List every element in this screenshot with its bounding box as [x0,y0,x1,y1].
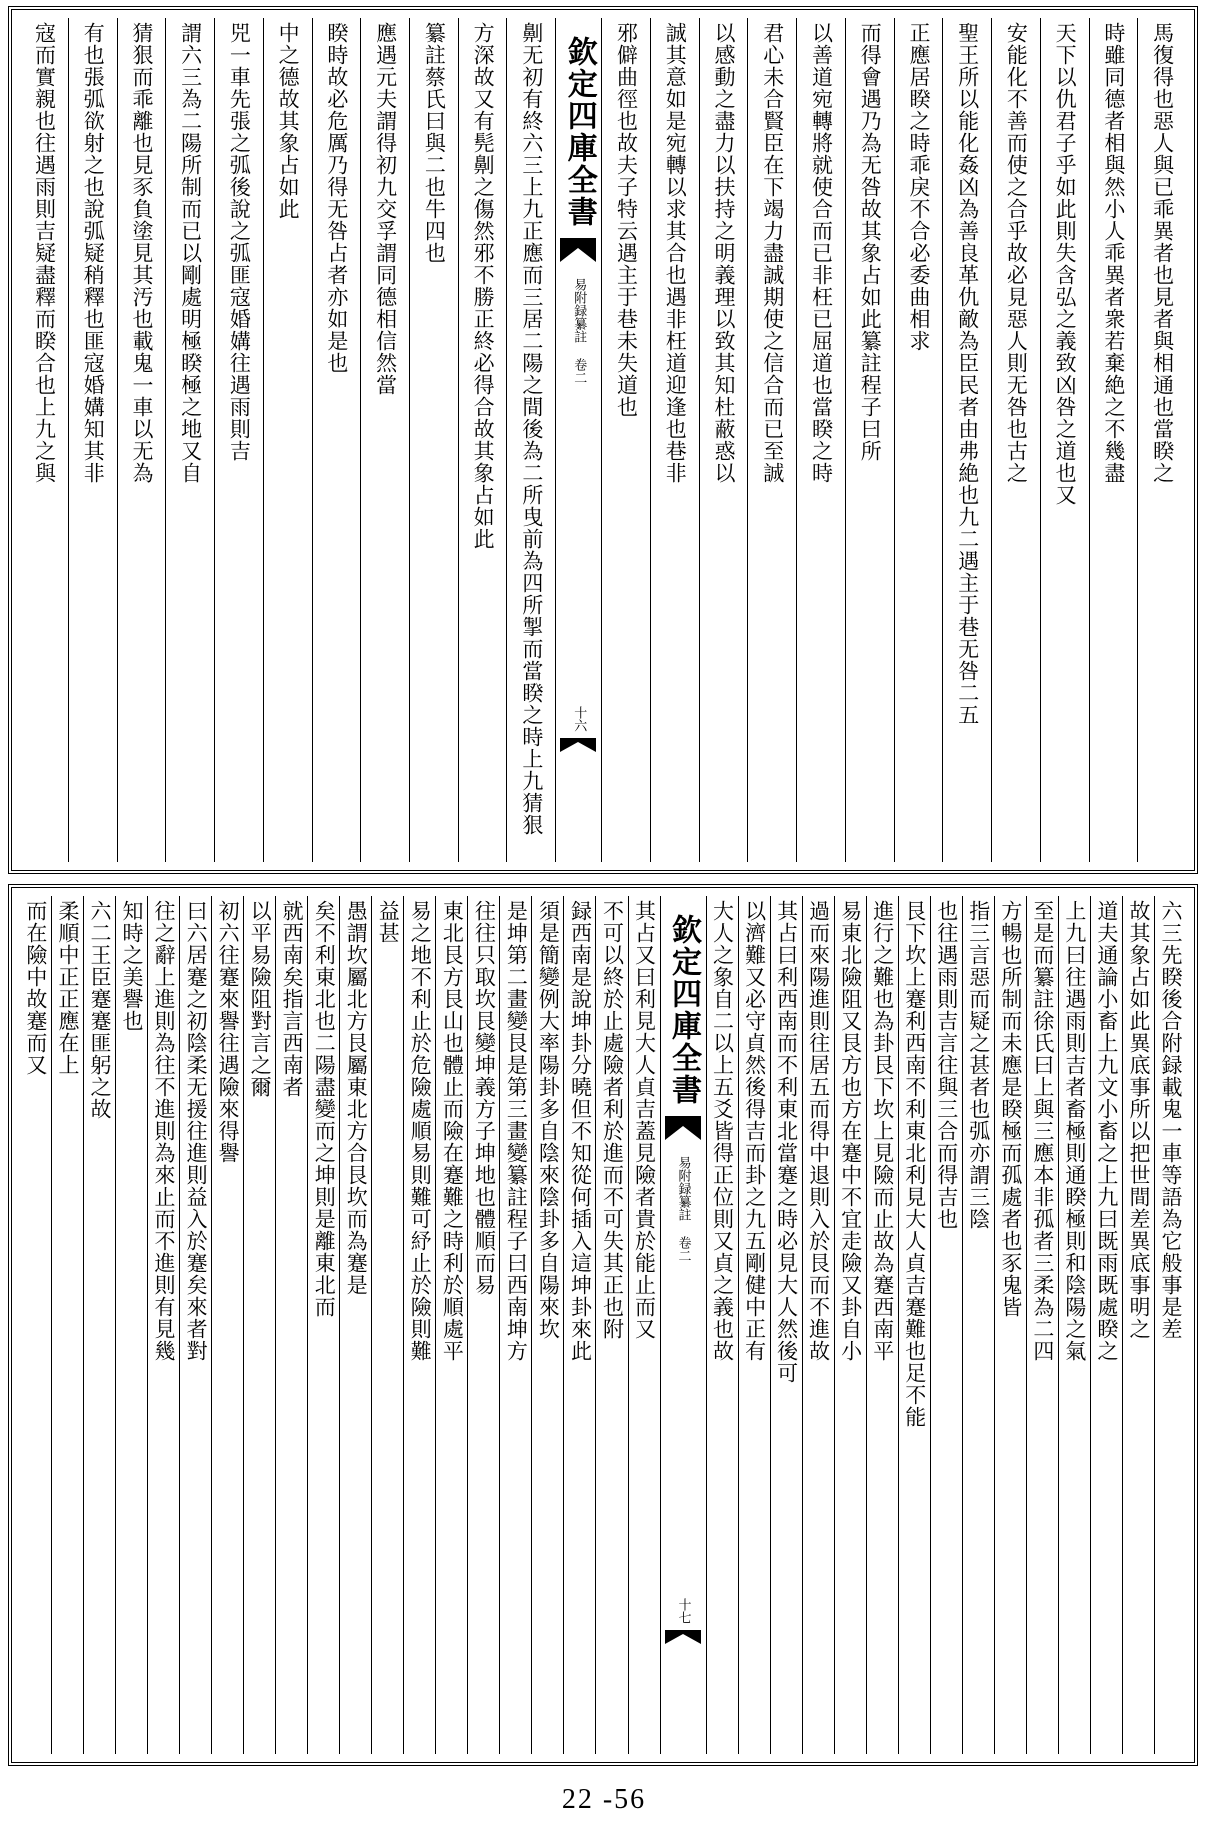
fishtail-mark-icon [665,1630,701,1644]
text-line: 柔順中正正應在上 [55,900,80,1076]
text-line: 以感動之盡力以扶持之明義理以致其知杜蔽惑以 [712,22,737,484]
text-line: 時雖同德者相與然小人乖異者衆若棄絶之不幾盡 [1101,22,1126,484]
text-line: 天下以仇君子乎如此則失含弘之義致凶咎之道也又 [1053,22,1078,506]
book-title: 欽定四庫全書 [561,36,597,228]
text-column [20,18,68,862]
text-line: 道夫通論小畜上九文小畜之上九曰既雨既處睽之 [1094,900,1119,1362]
text-column [263,18,312,862]
text-column [117,18,166,862]
text-column [650,18,699,862]
text-column [360,18,409,862]
text-column [467,896,499,1754]
text-column [628,896,660,1754]
text-line: 纂註蔡氏曰與二也牛四也 [422,22,447,264]
text-line: 上九曰往遇雨則吉者畜極則通睽極則和陰陽之氣 [1062,900,1087,1362]
text-line: 至是而纂註徐氏曰上與三應本非孤者三柔為二四 [1030,900,1055,1362]
text-line: 劓无初有終六三上九正應而三居二陽之間後為二所曳前為四所掣而當睽之時上九猜狠 [519,22,544,836]
text-line: 兕一車先張之弧後說之弧匪寇婚媾往遇雨則吉 [227,22,252,462]
text-line: 故其象占如此異底事所以把世間差異底事明之 [1126,900,1151,1340]
text-column [531,896,563,1754]
center-fold [555,18,601,862]
text-line: 有也張弧欲射之也說弧疑稍釋也匪寇婚媾知其非 [81,22,106,484]
text-column [307,896,339,1754]
text-column [1026,896,1058,1754]
fishtail-mark-icon [665,1116,701,1140]
text-column [211,896,243,1754]
text-line: 須是簡變例大率陽卦多自陰來陰卦多自陽來坎 [536,900,561,1340]
text-column [802,896,834,1754]
text-column [458,18,507,862]
text-column [403,896,435,1754]
text-line: 大人之象自二以上五爻皆得正位則又貞之義也故 [710,900,735,1362]
text-line: 誠其意如是宛轉以求其合也遇非枉道迎逢也巷非 [663,22,688,484]
folio-number: 十七 [675,1598,691,1624]
text-column [165,18,214,862]
text-column [147,896,179,1754]
text-line: 進行之難也為卦艮下坎上見險而止故為蹇西南平 [870,900,895,1362]
text-line: 往之辭上進則為往不進則為來止而不進則有見幾 [152,900,177,1362]
text-line: 睽時故必危厲乃得无咎占者亦如是也 [324,22,349,374]
text-line: 以濟難又必守貞然後得吉而卦之九五剛健中正有 [742,900,767,1362]
text-column [738,896,770,1754]
text-column [409,18,458,862]
text-column [834,896,866,1754]
text-line: 方深故又有髡劓之傷然邪不勝正終必得合故其象占如此 [471,22,496,550]
text-column [339,896,371,1754]
text-line: 其占又曰利見大人貞吉蓋見險者貴於能止而又 [632,900,657,1340]
page-number: 22 -56 [561,1784,647,1815]
text-column [962,896,994,1754]
text-column [930,896,962,1754]
text-column [898,896,930,1754]
lower-page [8,884,1198,1766]
text-line: 不可以終於止處險者利於進而不可失其正也附 [600,900,625,1340]
center-fold [660,896,706,1754]
section-label: 易附録纂註 卷二 [675,1156,691,1262]
section-label: 易附録纂註 卷二 [571,278,587,384]
text-line: 而得會遇乃為无咎故其象占如此纂註程子曰所 [858,22,883,462]
text-column [706,896,738,1754]
text-column [1040,18,1089,862]
text-line: 易東北險阻又艮方也方在蹇中不宜走險又卦自小 [838,900,863,1362]
text-line: 君心未合賢臣在下竭力盡誠期使之信合而已至誠 [760,22,785,484]
text-line: 正應居睽之時乖戾不合必委曲相求 [906,22,931,352]
text-column [747,18,796,862]
text-column [83,896,115,1754]
text-line: 寇而實親也往遇雨則吉疑盡釋而睽合也上九之與 [32,22,57,484]
text-line: 東北艮方艮山也體止而險在蹇難之時利於順處平 [440,900,465,1362]
text-column [994,896,1026,1754]
text-column [68,18,117,862]
text-line: 六三先睽後合附録載鬼一車等語為它般事是差 [1158,900,1183,1340]
text-column [371,896,403,1754]
text-column [699,18,748,862]
text-line: 艮下坎上蹇利西南不利東北利見大人貞吉蹇難也足不能 [902,900,927,1428]
text-column [243,896,275,1754]
text-line: 六二王臣蹇蹇匪躬之故 [87,900,112,1120]
text-column [1122,896,1154,1754]
text-line: 方暢也所制而未應是睽極而孤處者也豕鬼皆 [998,900,1023,1318]
text-line: 愚謂坎屬北方艮屬東北方合艮坎而為蹇是 [344,900,369,1296]
text-column [770,896,802,1754]
text-column [499,896,531,1754]
text-line: 録西南是說坤卦分曉但不知從何插入這坤卦來此 [568,900,593,1362]
upper-page [8,6,1198,874]
text-column [179,896,211,1754]
folio-number: 十六 [571,706,587,732]
text-line: 聖王所以能化姦凶為善良革仇敵為臣民者由弗絶也九二遇主于巷无咎二五 [955,22,980,726]
text-line: 指三言惡而疑之甚者也弧亦謂三陰 [966,900,991,1230]
text-line: 矣不利東北也二陽盡變而之坤則是離東北而 [312,900,337,1318]
text-column [312,18,361,862]
text-line: 謂六三為二陽所制而已以剛處明極睽極之地又自 [178,22,203,484]
text-line: 曰六居蹇之初陰柔无援往進則益入於蹇矣來者對 [184,900,209,1362]
text-column [51,896,83,1754]
text-line: 往往只取坎艮變坤義方子坤地也體順而易 [472,900,497,1296]
text-line: 以平易險阻對言之爾 [248,900,273,1098]
text-column [275,896,307,1754]
text-column [214,18,263,862]
book-title: 欽定四庫全書 [666,914,702,1106]
text-line: 過而來陽進則往居五而得中退則入於艮而不進故 [806,900,831,1362]
text-line: 也往遇雨則吉言往與三合而得吉也 [934,900,959,1230]
text-column [796,18,845,862]
text-column [1058,896,1090,1754]
text-column [1090,896,1122,1754]
text-line: 知時之美譽也 [120,900,145,1032]
text-line: 邪僻曲徑也故夫子特云遇主于巷未失道也 [614,22,639,418]
text-column [563,896,595,1754]
text-line: 應遇元夫謂得初九交孚謂同德相信然當 [373,22,398,396]
text-column [115,896,147,1754]
text-line: 猜狠而乖離也見豕負塗見其汚也載鬼一車以无為 [129,22,154,484]
text-column [1154,896,1186,1754]
text-column [601,18,650,862]
text-column [894,18,943,862]
text-column [1137,18,1186,862]
text-column [506,18,555,862]
text-line: 初六往蹇來譽往遇險來得譽 [216,900,241,1164]
text-line: 以善道宛轉將就使合而已非枉已屈道也當睽之時 [809,22,834,484]
text-line: 安能化不善而使之合乎故必見惡人則无咎也古之 [1004,22,1029,484]
text-line: 是坤第二畫變艮是第三畫變纂註程子曰西南坤方 [504,900,529,1362]
fishtail-mark-icon [560,238,596,262]
text-line: 而在險中故蹇而又 [23,900,48,1076]
text-column [1089,18,1138,862]
text-column [595,896,627,1754]
text-line: 就西南矣指言西南者 [280,900,305,1098]
text-column [435,896,467,1754]
text-line: 易之地不利止於危險處順易則難可紓止於險則難 [408,900,433,1362]
text-line: 馬復得也惡人與已乖異者也見者與相通也當睽之 [1150,22,1175,484]
text-column [845,18,894,862]
text-column [991,18,1040,862]
text-column [866,896,898,1754]
text-line: 其占曰利西南而不利東北當蹇之時必見大人然後可 [774,900,799,1384]
text-line: 益甚 [376,900,401,944]
text-column [942,18,991,862]
fishtail-mark-icon [560,738,596,752]
text-line: 中之德故其象占如此 [276,22,301,220]
text-column [20,896,51,1754]
